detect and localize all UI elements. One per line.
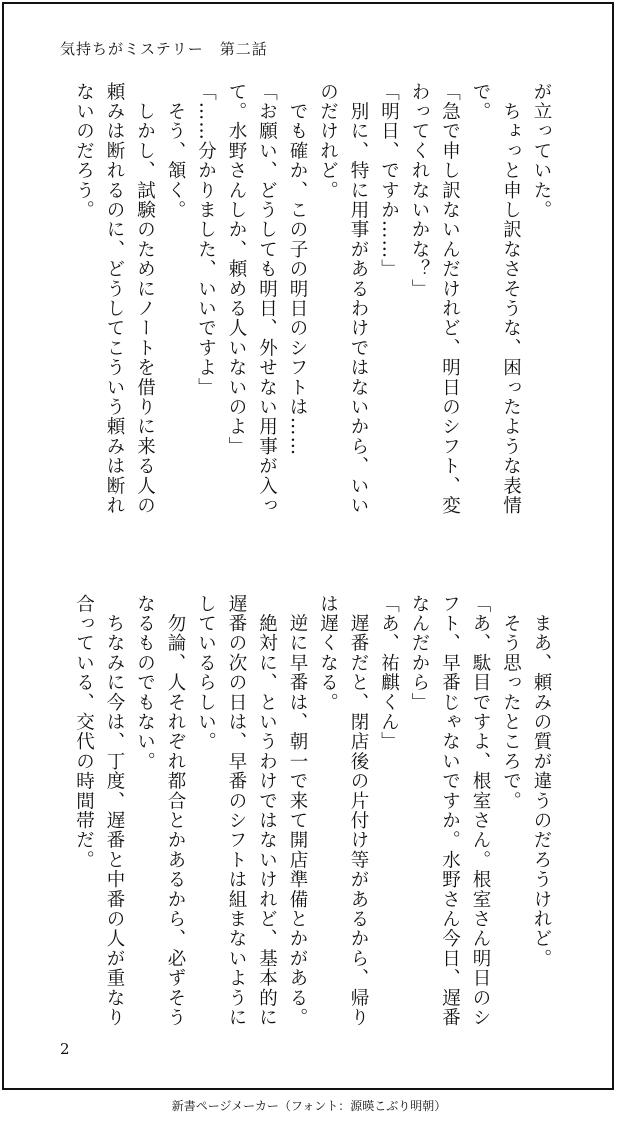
page-number: 2: [60, 1040, 70, 1058]
paragraph: ちょっと申し訳なさそうな、困ったような表情で。: [470, 82, 522, 516]
paragraph: 遅番だと、閉店後の片付け等があるから、帰りは遅くなる。: [317, 594, 369, 1028]
paragraph: しかし、試験のためにノートを借りに来る人の頼みは断れるのに、どうしてこういう頼みは断れないのだろう。: [73, 82, 156, 516]
paragraph: 「あ、駄目ですよ、根室さん。根室さん明日のシフト、早番じゃないですか。水野さん今日、遅番なんだから」: [409, 594, 491, 1028]
paragraph: 「明日、ですか……」: [378, 82, 400, 279]
paragraph: が立っていた。: [531, 82, 552, 220]
paragraph: 「お願い、どうしても明日、外せない用事が入って。水野さんしか、頼める人いないのよ」: [226, 82, 278, 516]
paragraph: そう思ったところで。: [500, 594, 522, 811]
upper-text-column: [56, 82, 556, 522]
paragraph: 「急で申し訳ないんだけれど、明日のシフト、変わってくれないかな？」: [409, 82, 461, 516]
paragraph: 逆に早番は、朝一で来て開店準備とかがある。: [287, 594, 308, 1028]
book-page: [2, 2, 614, 1090]
paragraph: そう、頷く。: [165, 82, 186, 220]
lower-text-column: [56, 594, 556, 1034]
paragraph: でも確か、この子の明日のシフトは……: [287, 82, 308, 457]
paragraph: 「あ、祐麒くん」: [378, 594, 400, 752]
paragraph: 別に、特に用事があるわけではないから、いいのだけれど。: [317, 82, 369, 516]
paragraph: ちなみに今は、丁度、遅番と中番の人が重なり合っている、交代の時間帯だ。: [73, 594, 125, 1028]
paragraph: 勿論、人それぞれ都合とかあるから、必ずそうなるものでもない。: [134, 594, 186, 1028]
paragraph: 絶対に、というわけではないけれど、基本的に遅番の次の日は、早番のシフトは組まないようにしているらしい。: [195, 594, 278, 1028]
paragraph: 「……分かりました、いいですよ」: [195, 82, 217, 398]
paragraph: まあ、頼みの質が違うのだろうけれど。: [531, 594, 552, 969]
footer-caption: 新書ページメーカー（フォント：源暎こぶり明朝）: [171, 1099, 447, 1113]
running-head-title: 気持ちがミステリー 第二話: [60, 40, 268, 58]
